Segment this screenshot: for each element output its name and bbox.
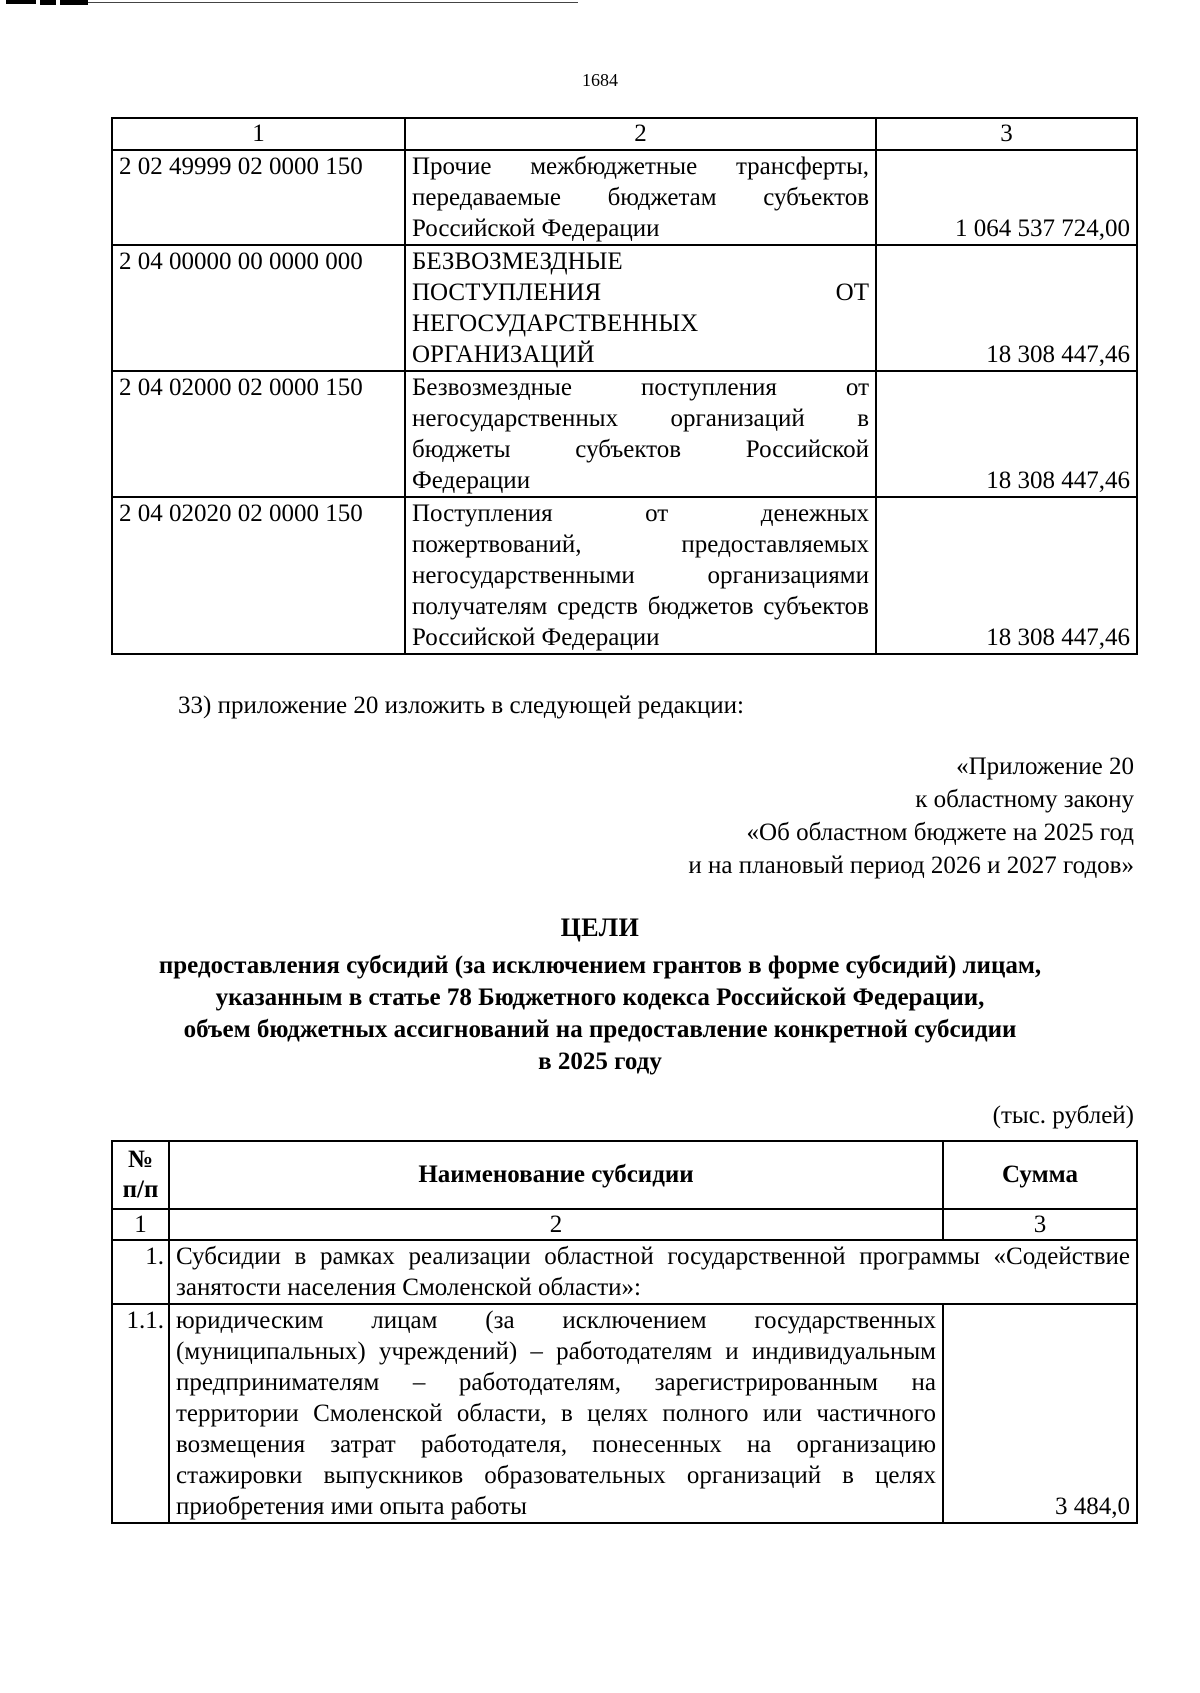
column-number: 3 bbox=[876, 118, 1137, 150]
budget-code: 2 04 02020 02 0000 150 bbox=[112, 497, 405, 654]
table-row bbox=[112, 1304, 1137, 1523]
revenue-table bbox=[111, 117, 1138, 655]
revenue-name-line: НЕГОСУДАРСТВЕННЫХ bbox=[412, 310, 699, 337]
scan-artifact bbox=[40, 0, 56, 5]
revenue-name-line: ОРГАНИЗАЦИЙ bbox=[412, 341, 595, 368]
appendix-line: к областному закону bbox=[915, 786, 1134, 813]
revenue-name bbox=[405, 245, 876, 371]
page-number: 1684 bbox=[582, 70, 618, 90]
row-number: 1. bbox=[112, 1240, 169, 1304]
column-numbers-row bbox=[112, 1209, 1137, 1240]
units-label: (тыс. рублей) bbox=[992, 1102, 1134, 1129]
title-line: предоставления субсидий (за исключением грантов в форме субсидий) лицам, bbox=[158, 952, 1042, 979]
column-number: 1 bbox=[112, 118, 405, 150]
title-line: указанным в статье 78 Бюджетного кодекса Российской Федерации, bbox=[215, 984, 985, 1011]
title-main: ЦЕЛИ bbox=[560, 913, 640, 942]
header-sum: Сумма bbox=[943, 1141, 1137, 1209]
revenue-sum: 18 308 447,46 bbox=[876, 371, 1137, 497]
table-row bbox=[112, 1240, 1137, 1304]
column-number: 1 bbox=[112, 1209, 169, 1240]
appendix-line: «Об областном бюджете на 2025 год bbox=[746, 819, 1134, 846]
subsidy-description: юридическим лицам (за исключением государственных (муниципальных) учреждений) – работодателям и индивидуальным предпринимателям – работодателям, зарегистрированным на территории Смоленской области, в целях полного или частичного возмещения затрат работодателя, понесенных на организацию стажировки выпускников образовательных организаций в целях приобретения ими опыта работы bbox=[169, 1304, 943, 1523]
revenue-name: Поступления от денежных пожертвований, предоставляемых негосударственными организациями получателям средств бюджетов субъектов Российской Федерации bbox=[405, 497, 876, 654]
subsidy-amount: 3 484,0 bbox=[943, 1304, 1137, 1523]
budget-code: 2 04 02000 02 0000 150 bbox=[112, 371, 405, 497]
appendix-line: «Приложение 20 bbox=[956, 753, 1134, 780]
title-line: объем бюджетных ассигнований на предоставление конкретной субсидии bbox=[183, 1016, 1017, 1043]
row-number: 1.1. bbox=[112, 1304, 169, 1523]
document-title bbox=[0, 912, 1200, 1078]
header-name: Наименование субсидии bbox=[169, 1141, 943, 1209]
title-line: в 2025 году bbox=[538, 1048, 662, 1075]
header-number-line: № bbox=[127, 1146, 154, 1173]
revenue-sum: 18 308 447,46 bbox=[876, 497, 1137, 654]
revenue-name: Безвозмездные поступления от негосударственных организаций в бюджеты субъектов Российской Федерации bbox=[405, 371, 876, 497]
revenue-name-word: ОТ bbox=[835, 279, 869, 306]
revenue-name-word: ПОСТУПЛЕНИЯ bbox=[412, 279, 602, 306]
revenue-sum: 18 308 447,46 bbox=[876, 245, 1137, 371]
revenue-sum: 1 064 537 724,00 bbox=[876, 150, 1137, 245]
appendix-heading bbox=[688, 750, 1134, 882]
revenue-name: Прочие межбюджетные трансферты, передаваемые бюджетам субъектов Российской Федерации bbox=[405, 150, 876, 245]
table-row bbox=[112, 245, 1137, 371]
scan-artifact bbox=[60, 0, 88, 5]
table-header-row bbox=[112, 118, 1137, 150]
revenue-name-line bbox=[412, 277, 869, 308]
appendix-line: и на плановый период 2026 и 2027 годов» bbox=[688, 852, 1134, 879]
header-number bbox=[112, 1141, 169, 1209]
column-number: 2 bbox=[169, 1209, 943, 1240]
budget-code: 2 04 00000 00 0000 000 bbox=[112, 245, 405, 371]
table-row bbox=[112, 371, 1137, 497]
budget-code: 2 02 49999 02 0000 150 bbox=[112, 150, 405, 245]
amendment-item-33: 33) приложение 20 изложить в следующей редакции: bbox=[178, 692, 744, 719]
subsidies-table bbox=[111, 1140, 1138, 1524]
table-row bbox=[112, 497, 1137, 654]
scan-artifact bbox=[6, 0, 36, 4]
revenue-name-line: БЕЗВОЗМЕЗДНЫЕ bbox=[412, 248, 623, 275]
scan-artifact-line bbox=[88, 2, 578, 3]
table-header-row bbox=[112, 1141, 1137, 1209]
column-number: 3 bbox=[943, 1209, 1137, 1240]
table-row bbox=[112, 150, 1137, 245]
column-number: 2 bbox=[405, 118, 876, 150]
subsidy-program: Субсидии в рамках реализации областной государственной программы «Содействие занятости населения Смоленской области»: bbox=[169, 1240, 1137, 1304]
header-number-line: п/п bbox=[122, 1176, 159, 1203]
